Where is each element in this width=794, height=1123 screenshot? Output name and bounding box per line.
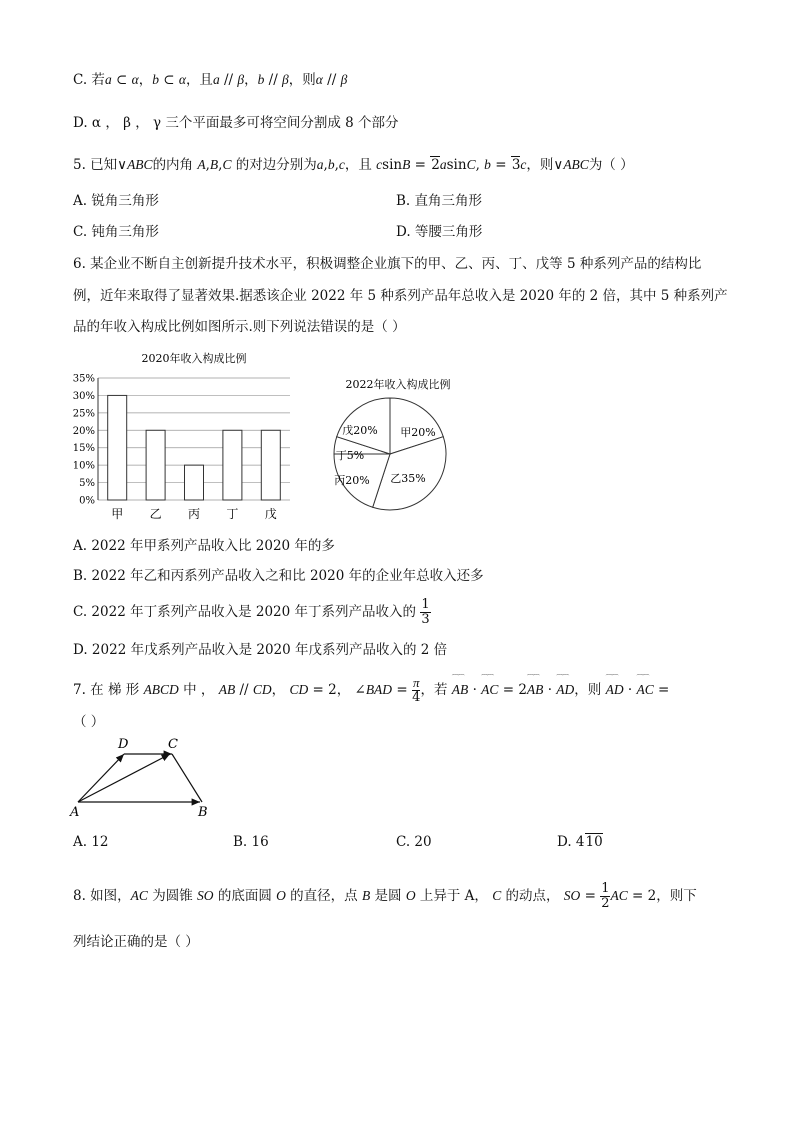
q6-stem-line1: 6. 某企业不断自主创新提升技术水平，积极调整企业旗下的甲、乙、丙、丁、戊等 5 种系列产品的结构比 <box>73 256 702 272</box>
y-tick-label: 35% <box>72 373 95 385</box>
q6-option-a: A. 2022 年甲系列产品收入比 2020 年的多 <box>73 538 335 554</box>
fraction-one-third: $\frac{1}{3}$ <box>421 597 430 627</box>
y-tick-label: 25% <box>72 408 95 420</box>
q4-option-d: D. α ， β ， γ 三个平面最多可将空间分割成 8 个部分 <box>73 115 399 131</box>
pie-slice-label: 丁5% <box>335 449 365 462</box>
pie-chart-title: 2022年收入构成比例 <box>345 378 451 391</box>
label-a: A <box>70 805 80 820</box>
label-c: C <box>168 737 178 752</box>
q6-stem-line2: 例，近年来取得了显著效果.据悉该企业 2022 年 5 种系列产品年总收入是 2020 年的 2 倍，其中 5 种系列产 <box>73 288 728 304</box>
bar-chart-2020 <box>66 348 298 528</box>
y-tick-label: 10% <box>72 460 95 472</box>
y-tick-label: 5% <box>79 478 95 490</box>
x-tick-label: 丙 <box>187 507 201 521</box>
x-tick-label: 乙 <box>149 507 162 521</box>
pie-slice-label: 乙35% <box>390 472 426 485</box>
y-tick-label: 30% <box>72 390 95 402</box>
bar <box>146 430 165 500</box>
q5-stem: 5. 已知∨ABC的内角 A,B,C 的对边分别为a,b,c，且 csinB = 2asinC, b = 3c，则∨ABC为（ ） <box>73 157 634 173</box>
q6-option-b: B. 2022 年乙和丙系列产品收入之和比 2020 年的企业年总收入还多 <box>73 568 484 584</box>
label-d: D <box>118 737 129 752</box>
side-cb <box>172 754 202 802</box>
q8-stem-line2: 列结论正确的是（ ） <box>73 934 199 950</box>
y-tick-label: 15% <box>72 443 95 455</box>
bar <box>108 395 127 500</box>
label-b: B <box>198 805 208 820</box>
q7-stem: 7. 在 梯 形 ABCD 中 ， AB // CD， CD = 2， ∠BAD = $\frac{\pi}{4}$ ，若 ⌒⌒ AB · ⌒⌒ AC = 2⌒⌒ AB · ⌒⌒ AD，则 ⌒⌒ AD · ⌒⌒ AC = <box>73 676 669 705</box>
pie-slice-label: 戊20% <box>342 424 378 437</box>
x-tick-label: 甲 <box>111 507 124 521</box>
q5-option-a: A. 锐角三角形 <box>73 193 159 209</box>
vector-ad <box>78 754 124 802</box>
y-tick-label: 20% <box>72 425 95 437</box>
pie-slice-label: 甲20% <box>400 426 436 439</box>
bar-chart-title: 2020年收入构成比例 <box>141 352 247 365</box>
q7-option-d: D. 410 <box>557 834 603 850</box>
q4-option-c: C. 若a ⊂ α，b ⊂ α，且a // β，b // β，则α // β <box>73 72 348 88</box>
q8-stem-line1: 8. 如图，AC 为圆锥 SO 的底面圆 O 的直径，点 B 是圆 O 上异于 A， C 的动点， SO = $\frac{1}{2}$ AC = 2，则下 <box>73 881 697 911</box>
q5-option-d: D. 等腰三角形 <box>396 224 483 240</box>
x-tick-label: 丁 <box>226 507 239 521</box>
q7-paren: （ ） <box>73 714 105 730</box>
q6-option-d: D. 2022 年戊系列产品收入是 2020 年戊系列产品收入的 2 倍 <box>73 642 448 658</box>
q6-stem-line3: 品的年收入构成比例如图所示.则下列说法错误的是（ ） <box>73 319 406 335</box>
bar <box>185 465 204 500</box>
y-tick-label: 0% <box>79 495 95 507</box>
x-tick-label: 戊 <box>264 507 277 521</box>
pie-chart-2022 <box>320 372 470 522</box>
trapezoid-figure <box>66 734 226 820</box>
q5-option-c: C. 钝角三角形 <box>73 224 159 240</box>
q6-option-c: C. 2022 年丁系列产品收入是 2020 年丁系列产品收入的 $\frac{1}{3}$ <box>73 597 430 627</box>
vector-ac <box>78 754 170 802</box>
q5-option-b: B. 直角三角形 <box>396 193 483 209</box>
q7-option-b: B. 16 <box>233 834 269 850</box>
bar <box>223 430 242 500</box>
q7-option-c: C. 20 <box>396 834 432 850</box>
q7-option-a: A. 12 <box>73 834 109 850</box>
pie-slice-label: 丙20% <box>334 474 370 487</box>
bar <box>261 430 280 500</box>
